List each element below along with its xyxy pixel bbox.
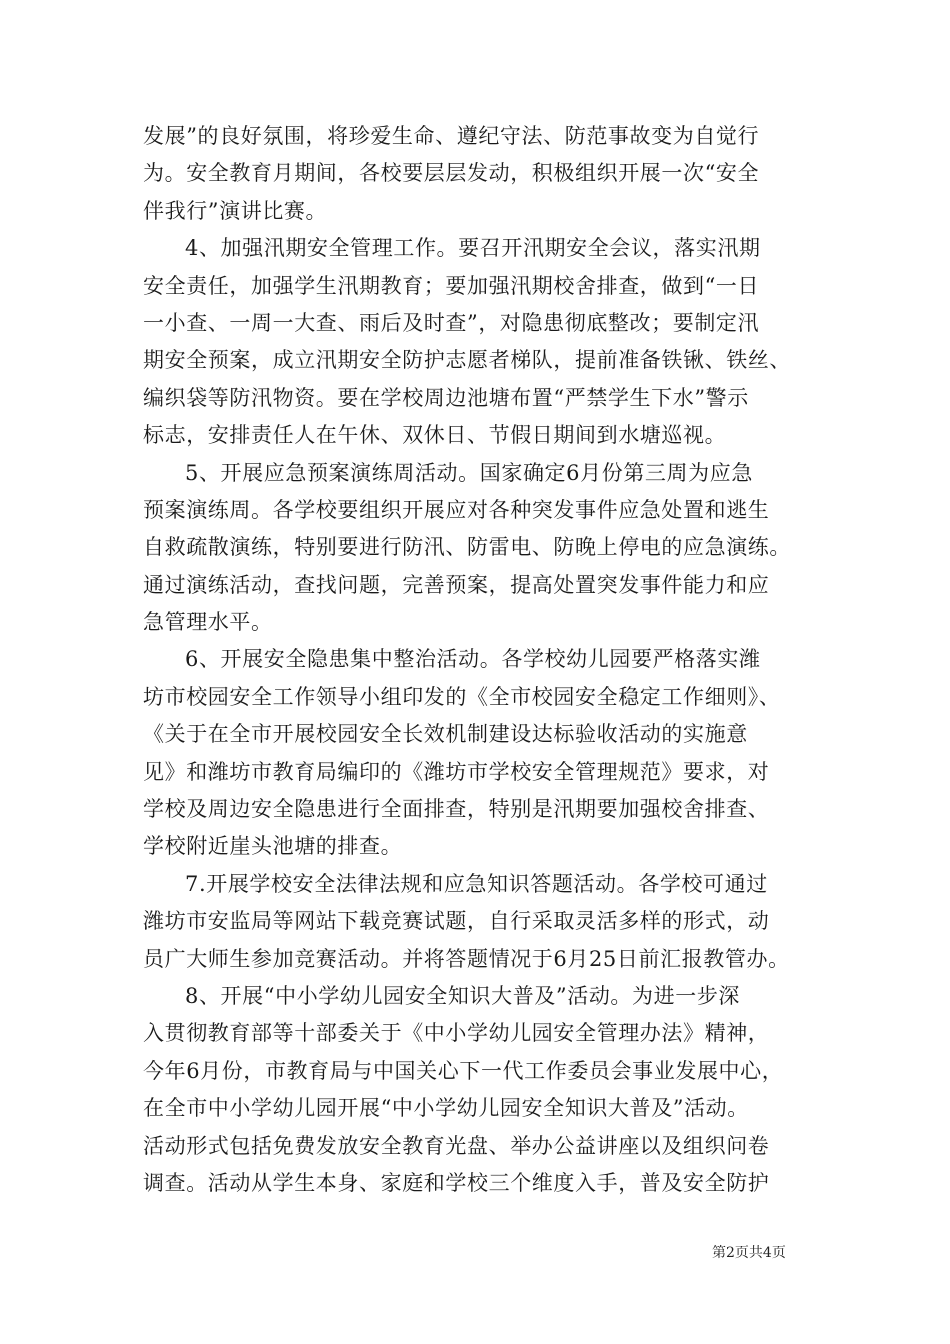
text-line: 学校附近崖头池塘的排查。: [143, 834, 403, 859]
text-line: 《关于在全市开展校园安全长效机制建设达标验收活动的实施意: [143, 722, 748, 747]
text-line: 自救疏散演练，特别要进行防汛、防雷电、防晚上停电的应急演练。: [143, 535, 791, 560]
text-line: 预案演练周。各学校要组织开展应对各种突发事件应急处置和逃生: [143, 497, 770, 522]
text-line: 安全责任，加强学生汛期教育；要加强汛期校舍排查，做到“一日: [143, 273, 760, 298]
text-line: 通过演练活动，查找问题，完善预案，提高处置突发事件能力和应: [143, 572, 770, 597]
text-line: 坊市校园安全工作领导小组印发的《全市校园安全稳定工作细则》、: [143, 684, 781, 709]
text-line: 入贯彻教育部等十部委关于《中小学幼儿园安全管理办法》精神，: [143, 1021, 770, 1046]
text-line: 标志，安排责任人在午休、双休日、节假日期间到水塘巡视。: [143, 423, 727, 448]
text-line: 活动形式包括免费发放安全教育光盘、举办公益讲座以及组织问卷: [143, 1133, 770, 1158]
text-line: 员广大师生参加竞赛活动。并将答题情况于6月25日前汇报教管办。: [143, 946, 790, 971]
page-number: 第2页共4页: [712, 1245, 786, 1261]
text-line: 7.开展学校安全法律法规和应急知识答题活动。各学校可通过: [185, 871, 768, 896]
text-line: 在全市中小学幼儿园开展“中小学幼儿园安全知识大普及”活动。: [143, 1096, 749, 1121]
text-line: 为。安全教育月期间，各校要层层发动，积极组织开展一次“安全: [143, 161, 760, 186]
text-line: 潍坊市安监局等网站下载竞赛试题，自行采取灵活多样的形式，动: [143, 909, 770, 934]
text-line: 5、开展应急预案演练周活动。国家确定6月份第三周为应急: [185, 460, 753, 485]
text-line: 编织袋等防汛物资。要在学校周边池塘布置“严禁学生下水”警示: [143, 385, 749, 410]
text-line: 调查。活动从学生本身、家庭和学校三个维度入手，普及安全防护: [143, 1170, 770, 1195]
text-line: 急管理水平。: [143, 610, 273, 635]
text-line: 6、开展安全隐患集中整治活动。各学校幼儿园要严格落实潍: [185, 647, 761, 672]
text-line: 一小查、一周一大查、雨后及时查”，对隐患彻底整改；要制定汛: [143, 310, 760, 335]
text-line: 期安全预案，成立汛期安全防护志愿者梯队，提前准备铁锹、铁丝、: [143, 348, 791, 373]
text-line: 伴我行”演讲比赛。: [143, 198, 328, 223]
text-line: 4、加强汛期安全管理工作。要召开汛期安全会议，落实汛期: [185, 236, 761, 261]
text-line: 8、开展“中小学幼儿园安全知识大普及”活动。为进一步深: [185, 983, 741, 1008]
text-line: 发展”的良好氛围，将珍爱生命、遵纪守法、防范事故变为自觉行: [143, 124, 760, 148]
document-body: [143, 118, 813, 1202]
text-line: 学校及周边安全隐患进行全面排查，特别是汛期要加强校舍排查、: [143, 797, 770, 822]
text-line: 今年6月份，市教育局与中国关心下一代工作委员会事业发展中心，: [143, 1058, 784, 1083]
text-line: 见》和潍坊市教育局编印的《潍坊市学校安全管理规范》要求，对: [143, 759, 770, 784]
